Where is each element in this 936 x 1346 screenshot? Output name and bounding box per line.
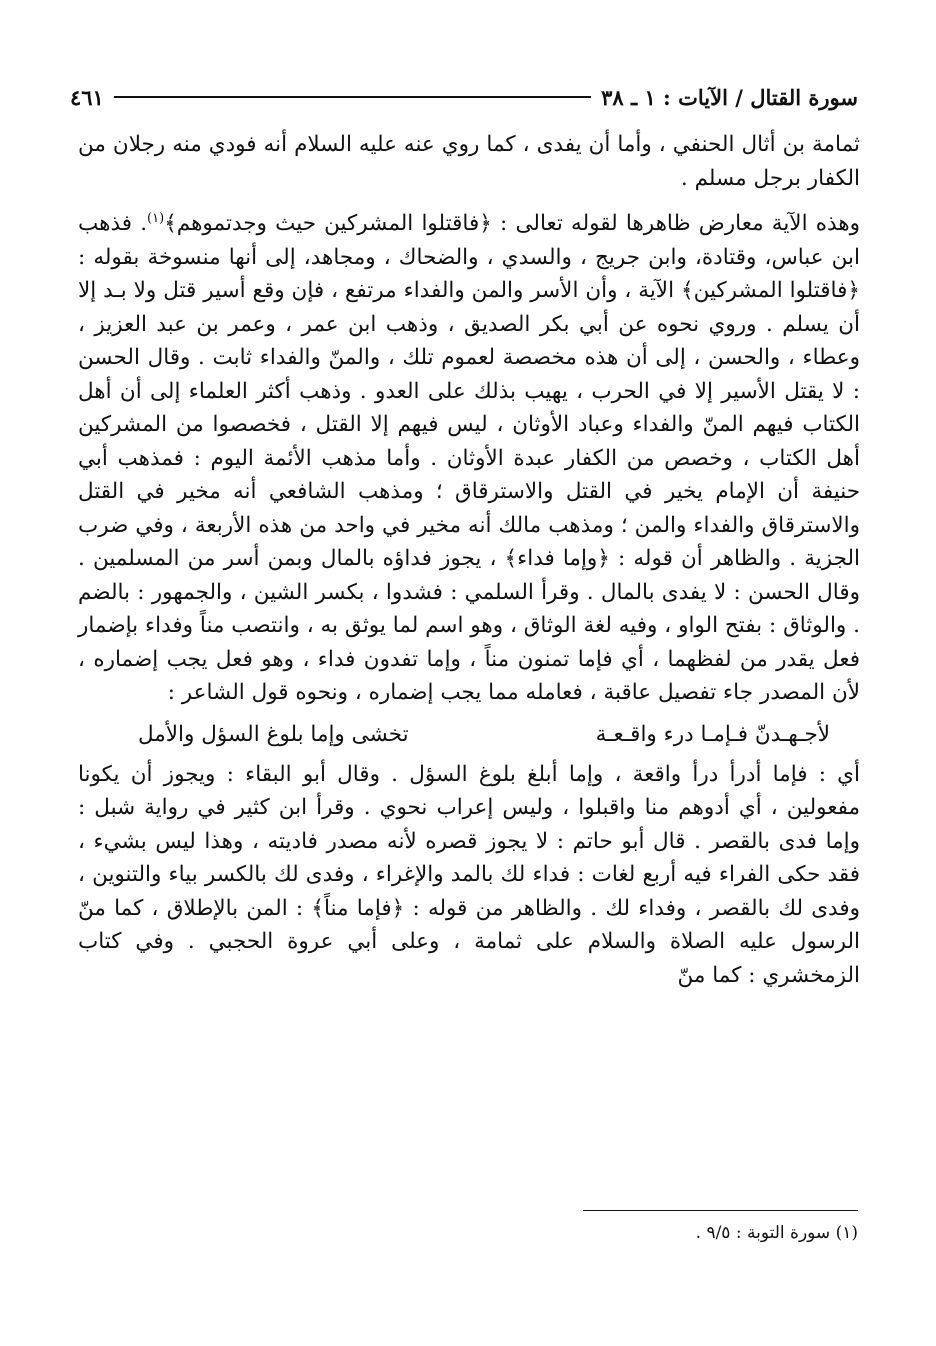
page-number: ٤٦١: [70, 84, 104, 110]
paragraph-text: ثمامة بن أثال الحنفي ، وأما أن يفدى ، كما روي عنه عليه السلام أنه فودي منه رجلان من الكفار برجل مسلم .: [78, 132, 860, 191]
paragraph-text: وهذه الآية معارض ظاهرها لقوله تعالى : ﴿فاقتلوا المشركين حيث وجدتموهم﴾: [164, 211, 860, 236]
footnote: (١) سورة التوبة : ٩/٥ .: [695, 1223, 858, 1243]
verse-second-hemistich: تخشى وإما بلوغ السؤل والأمل: [138, 721, 409, 747]
header-rule: [114, 96, 591, 98]
paragraph-2: [78, 207, 860, 710]
verse-first-hemistich: لأجـهـدنّ فـإمـا درء واقـعـة: [595, 721, 830, 747]
page-header: [70, 80, 858, 114]
paragraph-text: . فذهب ابن عباس، وقتادة، وابن جريج ، والسدي ، والضحاك ، ومجاهد، إلى أنها منسوخة بقوله : ﴿فاقتلوا المشركين﴾ الآية ، وأن الأسر والمن والفداء مرتفع ، فإن وقع أسير قتل ولا بـد إلا أن يسلم . وروي نحوه عن أبي بكر الصديق ، وذهب ابن عمر ، وعمر بن عبد العزيز ، وعطاء ، والحسن ، إلى أن هذه مخصصة لعموم تلك ، والمنّ والفداء ثابت . وقال الحسن : لا يقتل الأسير إلا في الحرب ، يهيب بذلك على العدو . وذهب أكثر العلماء إلى أن أهل الكتاب فيهم المنّ والفداء وعباد الأوثان ، ليس فيهم إلا القتل ، فخصصوا من المشركين أهل الكتاب ، وخصص من الكفار عبدة الأوثان . وأما مذهب الأئمة اليوم : فمذهب أبي حنيفة أن الإمام يخير في القتل والاسترقاق ؛ ومذهب الشافعي أنه مخير في القتل والاسترقاق والفداء والمن ؛ ومذهب مالك أنه مخير في واحد من هذه الأربعة ، وفي ضرب الجزية . والظاهر أن قوله : ﴿وإما فداء﴾ ، يجوز فداؤه بالمال وبمن أسر من المسلمين . وقال الحسن : لا يفدى بالمال . وقرأ السلمي : فشدوا ، بكسر الشين ، والجمهور : بالضم . والوثاق : بفتح الواو ، وفيه لغة الوثاق ، وهو اسم لما يوثق به ، وانتصب مناً وفداء بإضمار فعل يقدر من لفظهما ، أي فإما تمنون مناً ، وإما تفدون فداء ، وهو فعل يجب إضماره ، لأن المصدر جاء تفصيل عاقبة ، فعامله مما يجب إضماره ، ونحوه قول الشاعر :: [78, 211, 860, 705]
paragraph-text: أي : فإما أدرأ درأ واقعة ، وإما أبلغ بلوغ السؤل . وقال أبو البقاء : ويجوز أن يكونا مفعولين ، أي أدوهم منا واقبلوا ، وليس إعراب نحوي . وقرأ ابن كثير في رواية شبل : وإما فدى بالقصر . قال أبو حاتم : لا يجوز قصره لأنه مصدر فاديته ، وهذا ليس بشيء ، فقد حكى الفراء فيه أربع لغات : فداء لك بالمد والإغراء ، وفدى لك بالكسر بياء والتنوين ، وفدى لك بالقصر ، وفداء لك . والظاهر من قوله : ﴿فإما مناً﴾ : المن بالإطلاق ، كما منّ الرسول عليه الصلاة والسلام على ثمامة ، وعلى أبي عروة الحجبي . وفي كتاب الزمخشري : كما منّ: [78, 761, 860, 988]
footnote-separator: [583, 1210, 858, 1211]
poetry-verse: [78, 710, 860, 758]
footnote-marker: (١): [147, 210, 165, 226]
running-title: سورة القتال / الآيات : ١ ـ ٣٨: [601, 84, 858, 110]
paragraph-1: [78, 128, 860, 195]
paragraph-3: [78, 758, 860, 993]
page-body: [78, 128, 860, 992]
